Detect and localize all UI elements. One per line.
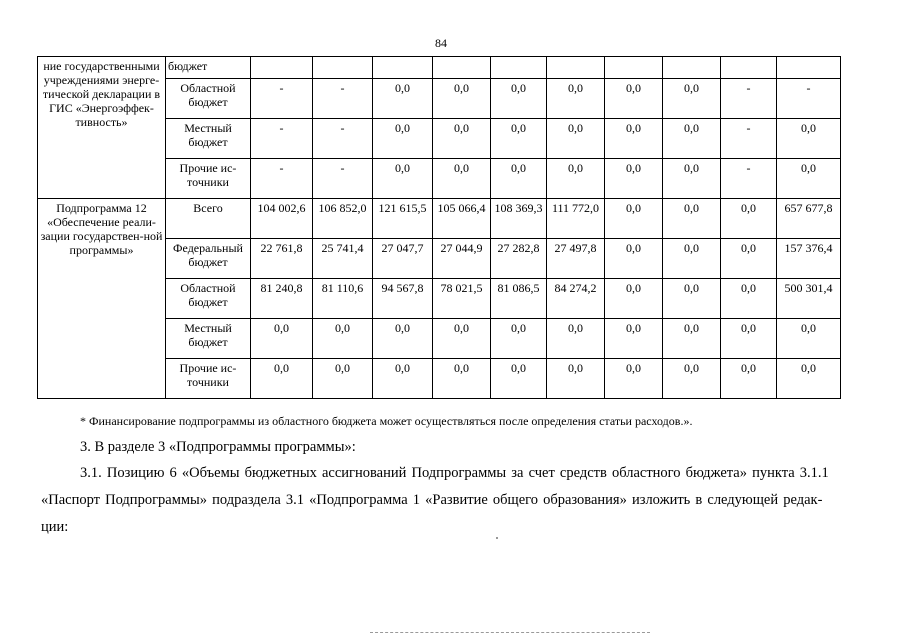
value-cell	[491, 57, 547, 79]
funding-source-cell: Областной бюджет	[166, 279, 251, 319]
value-cell: 0,0	[605, 79, 663, 119]
value-cell: 22 761,8	[251, 239, 313, 279]
value-cell	[251, 57, 313, 79]
value-cell: 0,0	[313, 319, 373, 359]
value-cell: 0,0	[251, 359, 313, 399]
value-cell: 0,0	[721, 279, 777, 319]
value-cell: 500 301,4	[777, 279, 841, 319]
value-cell: 0,0	[433, 359, 491, 399]
value-cell: 0,0	[777, 119, 841, 159]
value-cell: 81 110,6	[313, 279, 373, 319]
value-cell: 0,0	[777, 359, 841, 399]
value-cell: 0,0	[433, 159, 491, 199]
value-cell: 0,0	[663, 79, 721, 119]
value-cell: 0,0	[663, 239, 721, 279]
value-cell: 0,0	[721, 239, 777, 279]
funding-source-cell: Областной бюджет	[166, 79, 251, 119]
value-cell: 104 002,6	[251, 199, 313, 239]
program-name-cell: ние государственными учреждениями энерге-тической декларации в ГИС «Энергоэффек-тивность»	[38, 57, 166, 199]
value-cell: 108 369,3	[491, 199, 547, 239]
value-cell: 0,0	[433, 119, 491, 159]
value-cell: 27 047,7	[373, 239, 433, 279]
value-cell: 0,0	[721, 319, 777, 359]
value-cell: -	[251, 79, 313, 119]
funding-source-cell: Местный бюджет	[166, 319, 251, 359]
value-cell	[373, 57, 433, 79]
scan-speck	[496, 537, 498, 539]
funding-source-cell: Всего	[166, 199, 251, 239]
value-cell: 0,0	[721, 359, 777, 399]
value-cell: 0,0	[605, 159, 663, 199]
funding-source-cell: бюджет	[166, 57, 251, 79]
table-row	[38, 57, 841, 79]
value-cell: -	[721, 119, 777, 159]
value-cell: 0,0	[605, 279, 663, 319]
funding-source-cell: Местный бюджет	[166, 119, 251, 159]
value-cell: 78 021,5	[433, 279, 491, 319]
value-cell	[605, 57, 663, 79]
value-cell: 0,0	[433, 319, 491, 359]
value-cell: 0,0	[605, 199, 663, 239]
value-cell: 0,0	[721, 199, 777, 239]
value-cell: 0,0	[491, 79, 547, 119]
funding-source-cell: Прочие ис-точники	[166, 159, 251, 199]
value-cell: 657 677,8	[777, 199, 841, 239]
paragraph-section-3: 3. В разделе 3 «Подпрограммы программы»:	[80, 439, 356, 455]
value-cell	[433, 57, 491, 79]
value-cell	[721, 57, 777, 79]
value-cell: -	[313, 79, 373, 119]
value-cell	[313, 57, 373, 79]
value-cell: 81 240,8	[251, 279, 313, 319]
scan-edge-line	[370, 632, 650, 633]
value-cell: 27 497,8	[547, 239, 605, 279]
paragraph-3-1-line-3: ции:	[41, 519, 69, 535]
value-cell: 0,0	[373, 359, 433, 399]
value-cell: 0,0	[605, 359, 663, 399]
value-cell: 0,0	[433, 79, 491, 119]
footnote: * Финансирование подпрограммы из областного бюджета может осуществляться после определения статьи расходов.».	[80, 414, 693, 428]
value-cell: 0,0	[251, 319, 313, 359]
value-cell: 0,0	[547, 119, 605, 159]
value-cell: 0,0	[313, 359, 373, 399]
value-cell: 0,0	[663, 119, 721, 159]
value-cell: 0,0	[373, 119, 433, 159]
budget-table-wrapper	[37, 56, 841, 399]
table-row	[38, 199, 841, 239]
value-cell: 0,0	[547, 319, 605, 359]
page-number: 84	[435, 36, 447, 50]
value-cell: -	[251, 119, 313, 159]
value-cell: 111 772,0	[547, 199, 605, 239]
budget-table	[37, 56, 841, 399]
value-cell: 106 852,0	[313, 199, 373, 239]
value-cell: 81 086,5	[491, 279, 547, 319]
value-cell: 0,0	[547, 79, 605, 119]
value-cell: 0,0	[663, 359, 721, 399]
value-cell: -	[313, 119, 373, 159]
funding-source-cell: Прочие ис-точники	[166, 359, 251, 399]
program-name-cell: Подпрограмма 12 «Обеспечение реали-зации государствен-ной программы»	[38, 199, 166, 399]
value-cell: 0,0	[547, 159, 605, 199]
value-cell: 25 741,4	[313, 239, 373, 279]
value-cell: 0,0	[605, 239, 663, 279]
value-cell: 0,0	[547, 359, 605, 399]
value-cell	[777, 57, 841, 79]
value-cell: 105 066,4	[433, 199, 491, 239]
funding-source-cell: Федеральный бюджет	[166, 239, 251, 279]
value-cell	[663, 57, 721, 79]
value-cell: 0,0	[491, 119, 547, 159]
value-cell: 0,0	[663, 159, 721, 199]
value-cell: 27 282,8	[491, 239, 547, 279]
value-cell: -	[777, 79, 841, 119]
value-cell: 84 274,2	[547, 279, 605, 319]
value-cell: 0,0	[605, 119, 663, 159]
value-cell: 0,0	[777, 319, 841, 359]
paragraph-3-1-line-1: 3.1. Позицию 6 «Объемы бюджетных ассигнований Подпрограммы за счет средств областного бюджета» пункта 3.1.1	[80, 465, 829, 481]
value-cell: -	[313, 159, 373, 199]
value-cell: 0,0	[373, 319, 433, 359]
value-cell: 0,0	[491, 159, 547, 199]
value-cell: 0,0	[605, 319, 663, 359]
paragraph-3-1-line-2: «Паспорт Подпрограммы» подраздела 3.1 «Подпрограмма 1 «Развитие общего образования» изложить в следующей редак-	[41, 492, 823, 508]
value-cell: 0,0	[663, 279, 721, 319]
value-cell: 157 376,4	[777, 239, 841, 279]
value-cell: 121 615,5	[373, 199, 433, 239]
value-cell: 0,0	[777, 159, 841, 199]
value-cell: -	[251, 159, 313, 199]
value-cell: 94 567,8	[373, 279, 433, 319]
value-cell: -	[721, 159, 777, 199]
value-cell: -	[721, 79, 777, 119]
value-cell	[547, 57, 605, 79]
value-cell: 0,0	[491, 359, 547, 399]
value-cell: 0,0	[373, 79, 433, 119]
value-cell: 27 044,9	[433, 239, 491, 279]
value-cell: 0,0	[491, 319, 547, 359]
value-cell: 0,0	[663, 319, 721, 359]
value-cell: 0,0	[373, 159, 433, 199]
value-cell: 0,0	[663, 199, 721, 239]
